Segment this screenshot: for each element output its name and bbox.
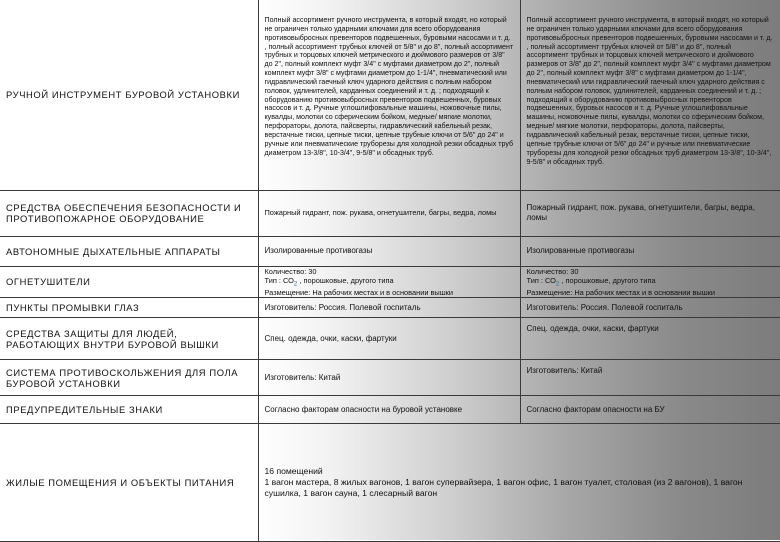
row-label: ОГНЕТУШИТЕЛИ [0,266,258,298]
cell-col2: Согласно факторам опасности на буровой установке [258,396,520,424]
cell-col2: Изготовитель: Россия. Полевой госпиталь [258,298,520,318]
table-row [0,0,780,190]
row-label: РУЧНОЙ ИНСТРУМЕНТ БУРОВОЙ УСТАНОВКИ [0,0,258,190]
cell-col2: Полный ассортимент ручного инструмента, в который входят, но который не ограничен только ударными ключами для всего оборудования противовыбросных превенторов подвешенных, буровыми насосами и т. д. , полный ассортимент трубных ключей от 5/8" и до 8", полный ассортимент трубных и торцовых ключей метрического и дюймового размеров от 3/8" до 2", полный комплект муфт 3/4" с муфтами диаметром до 2", полный комплект муфт 3/8" с муфтами диаметром до 1-1/4", пневматический или гидравлический гаечный ключ ударного действия с полным набором головок, удлинителей, карданных соединений и т. д. ; подходящий к оборудованию противовыбросных превенторов подвешенных, буровых насосов и т. д. Ручные углошлифовальные машины, ножовочные пилы, кувалды, молотки со сферическим бойком, медные/ мягкие молотки, перфораторы, долота, пайсверты, гидравлический кабельный резак, верстачные тиски, цепные тиски, цепные трубные ключи от 5/6" до 24" и ручные или пневматические труборезы для холодной резки обсадных труб диаметром 13-3/8", 10-3/4", 9-5/8" и обсадных труб. [258,0,520,190]
table-row [0,298,780,318]
row-label: ЖИЛЫЕ ПОМЕЩЕНИЯ И ОБЪЕКТЫ ПИТАНИЯ [0,424,258,542]
cell-col2: Пожарный гидрант, пож. рукава, огнетушители, багры, ведра, ломы [258,190,520,236]
cell-col2: Изолированные противогазы [258,236,520,266]
cell-col3: Изготовитель: Китай [520,360,780,396]
cell-merged [258,424,780,542]
extinguisher-count: Количество: 30 [264,266,317,276]
row-label: ПРЕДУПРЕДИТЕЛЬНЫЕ ЗНАКИ [0,396,258,424]
cell-col3: Изолированные противогазы [520,236,780,266]
table-row [0,318,780,360]
rooms-count: 16 помещений [264,465,323,476]
cell-col2: Изготовитель: Китай [258,360,520,396]
cell-col3 [520,266,780,298]
extinguisher-count: Количество: 30 [526,266,579,276]
cell-col3: Изготовитель: Россия. Полевой госпиталь [520,298,780,318]
row-label: СРЕДСТВА ЗАЩИТЫ ДЛЯ ЛЮДЕЙ, РАБОТАЮЩИХ ВНУТРИ БУРОВОЙ ВЫШКИ [0,318,258,360]
co2-subscript: 2 [555,280,560,288]
cell-col3: Согласно факторам опасности на БУ [520,396,780,424]
table-row [0,360,780,396]
cell-col2 [258,266,520,298]
extinguisher-placement: Размещение: На рабочих местах и в основании вышки [526,288,716,298]
row-label: ПУНКТЫ ПРОМЫВКИ ГЛАЗ [0,298,258,318]
rooms-list: 1 вагон мастера, 8 жилых вагонов, 1 вагон супервайзера, 1 вагон офис, 1 вагон туалет, столовая (из 2 вагонов), 1 вагон сушилка, 1 вагон сауна, 1 слесарный вагон [264,477,743,499]
extinguisher-placement: Размещение: На рабочих местах и в основании вышки [264,288,454,298]
cell-col3: Спец. одежда, очки, каски, фартуки [520,318,780,360]
co2-subscript: 2 [293,280,298,288]
row-label: АВТОНОМНЫЕ ДЫХАТЕЛЬНЫЕ АППАРАТЫ [0,236,258,266]
extinguisher-type: Тип : $СО_2$ , порошковые, другого типа [264,275,394,288]
table-row [0,236,780,266]
table-row [0,190,780,236]
row-label: СИСТЕМА ПРОТИВОСКОЛЬЖЕНИЯ ДЛЯ ПОЛА БУРОВОЙ УСТАНОВКИ [0,360,258,396]
table-row [0,396,780,424]
cell-col2: Спец. одежда, очки, каски, фартуки [258,318,520,360]
cell-col3: Полный ассортимент ручного инструмента, в который входят, но который не ограничен только ударными ключами для всего оборудования противовыбросных превенторов подвешенных, буровыми насосами и т. д. , полный ассортимент трубных ключей от 5/8" и до 8", полный ассортимент трубных и торцовых ключей метрического и дюймового размеров от 3/8" до 2", полный комплект муфт 3/4" с муфтами диаметром до 2", полный комплект муфт 3/8" с муфтами диаметром до 1-1/4", пневматический или гидравлический гаечный ключ ударного действия с полным набором головок, удлинителей, карданных соединений и т. д. ; подходящий к оборудованию противовыбросных превенторов подвешенных, буровых насосов и т. д. Ручные углошлифовальные машины, ножовочные пилы, кувалды, молотки со сферическим бойком, медные/ мягкие молотки, перфораторы, долота, пайсверты, гидравлический кабельный резак, верстачные тиски, цепные тиски, цепные трубные ключи от 5/6" до 24" и ручные или пневматические труборезы для холодной резки обсадных труб диаметром 13-3/8", 10-3/4", 9-5/8" и обсадных труб. [520,0,780,190]
table-row [0,424,780,542]
table-row [0,266,780,298]
row-label: СРЕДСТВА ОБЕСПЕЧЕНИЯ БЕЗОПАСНОСТИ И ПРОТИВОПОЖАРНОЕ ОБОРУДОВАНИЕ [0,190,258,236]
extinguisher-type: Тип : $СО_2$ , порошковые, другого типа [526,275,656,288]
cell-col3: Пожарный гидрант, пож. рукава, огнетушители, багры, ведра, ломы [520,190,780,236]
